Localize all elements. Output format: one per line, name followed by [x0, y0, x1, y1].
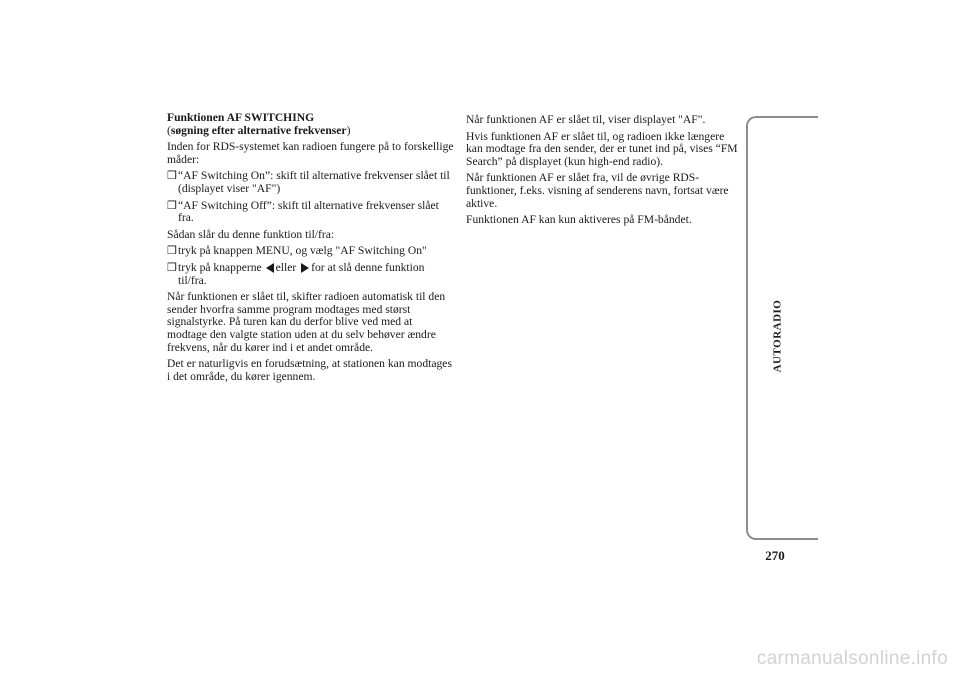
right-paragraph-4: Funktionen AF kan kun aktiveres på FM-båndet.	[466, 213, 692, 227]
bullet-arrows-mid: eller	[275, 260, 297, 274]
bullet-text-menu: tryk på knappen MENU, og vælg "AF Switching On"	[178, 244, 427, 258]
condition-paragraph: Det er naturligvis en forudsætning, at stationen kan modtages i det område, du kører igennem.	[167, 357, 452, 383]
howto-paragraph: Sådan slår du denne funktion til/fra:	[167, 227, 335, 241]
bullet-text-af-on: “AF Switching On”: skift til alternative frekvenser slået til (displayet viser "AF")	[178, 169, 450, 195]
active-paragraph: Når funktionen er slået til, skifter radioen automatisk til den sender hvorfra samme program modtages med størst signalstyrke. På turen kan du derfor blive ved med at modtage den valgte station uden at du selv behøver ændre frekvens, når du kører ind i et andet område.	[167, 290, 446, 354]
checkbox-bullet-icon: ❒	[167, 261, 177, 274]
section-heading	[167, 112, 455, 137]
list-item	[167, 200, 455, 225]
bullet-text-arrows	[178, 262, 455, 287]
chapter-label	[757, 296, 797, 376]
right-column	[466, 114, 738, 231]
watermark: carmanualsonline.info	[756, 648, 948, 669]
bullet-arrows-post: for at slå denne funktion til/fra.	[178, 260, 425, 287]
heading-title: Funktionen AF SWITCHING	[167, 111, 315, 124]
bullet-arrows-pre: tryk på knapperne	[178, 260, 262, 274]
triangle-left-icon	[266, 263, 274, 273]
right-paragraph-1: Når funktionen AF er slået til, viser displayet "AF".	[466, 113, 706, 126]
list-item	[167, 245, 455, 258]
list-item	[167, 170, 455, 195]
heading-paren-open: (	[167, 123, 171, 137]
right-paragraph-2: Hvis funktionen AF er slået til, og radioen ikke længere kan modtage fra den sender, der er tunet ind på, vises “FM Search” på displayet (kun high-end radio).	[466, 129, 738, 168]
intro-paragraph: Inden for RDS-systemet kan radioen fungere på to forskellige måder:	[167, 140, 454, 166]
left-column	[167, 112, 455, 387]
right-paragraph-3: Når funktionen AF er slået fra, vil de øvrige RDS-funktioner, f.eks. visning af senderens navn, fortsat være aktive.	[466, 171, 729, 210]
checkbox-bullet-icon: ❒	[167, 199, 177, 212]
heading-subtitle: søgning efter alternative frekvenser	[170, 123, 347, 137]
bullet-text-af-off: “AF Switching Off”: skift til alternative frekvenser slået fra.	[178, 198, 439, 225]
checkbox-bullet-icon: ❒	[167, 170, 177, 183]
triangle-right-icon	[301, 263, 309, 273]
chapter-label-text: AUTORADIO	[771, 299, 784, 373]
heading-paren-close: )	[346, 123, 351, 137]
checkbox-bullet-icon: ❒	[167, 245, 177, 258]
page-number: 270	[765, 548, 785, 563]
list-item	[167, 262, 455, 287]
